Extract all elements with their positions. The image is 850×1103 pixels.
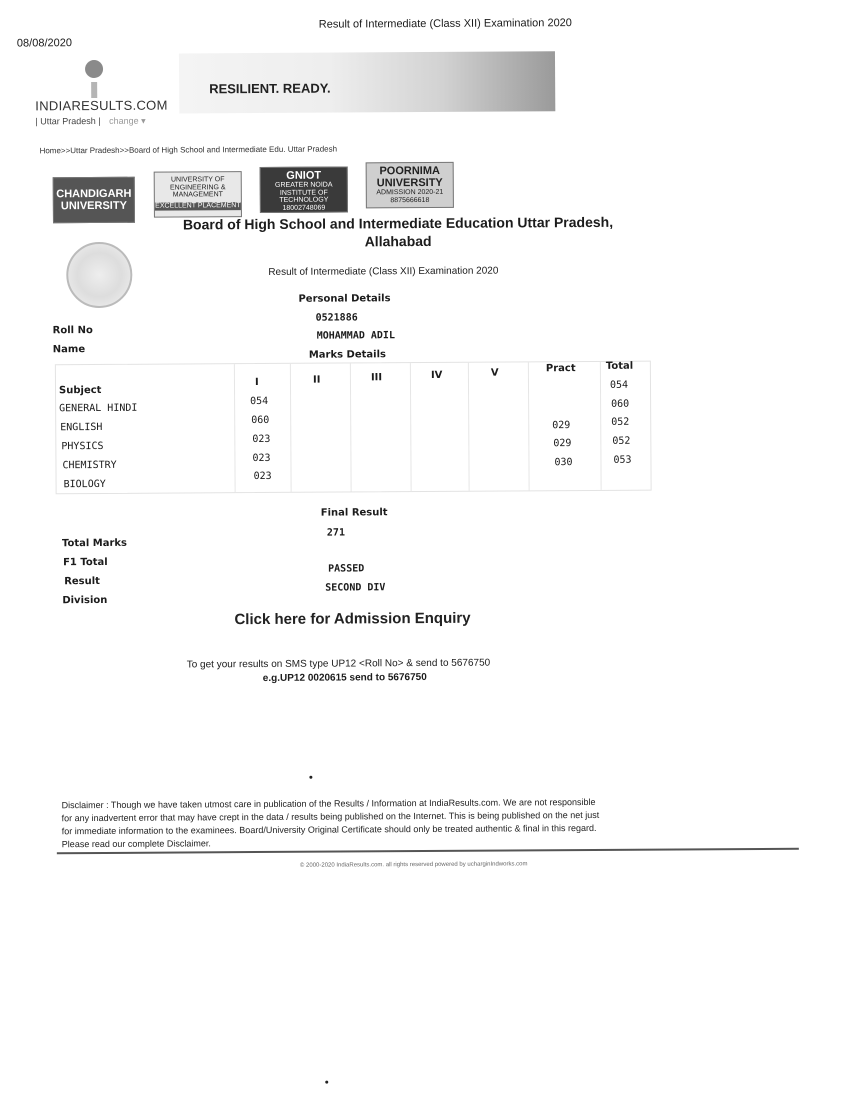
- admission-enquiry-link[interactable]: Click here for Admission Enquiry: [234, 609, 471, 629]
- ad-title: UNIVERSITY OF ENGINEERING & MANAGEMENT: [169, 176, 226, 199]
- subject-cell: CHEMISTRY: [62, 459, 117, 472]
- logo-stem: [91, 82, 97, 98]
- name-label: Name: [52, 344, 86, 356]
- col-header: II: [312, 374, 321, 386]
- f1-total-label: F1 Total: [63, 556, 108, 569]
- mark-cell: 054: [250, 395, 269, 408]
- ad-sub: EXCELLENT PLACEMENT: [155, 202, 241, 210]
- roll-label: Roll No: [52, 325, 93, 337]
- total-marks-label: Total Marks: [61, 537, 128, 550]
- copyright: © 2000-2020 IndiaResults.com. all rights reserved powered by ucharginIndworks.com: [299, 861, 528, 869]
- ad-title: GNIOT: [286, 169, 322, 182]
- mark-cell: 023: [253, 470, 272, 483]
- board-title: Board of High School and Intermediate Education Uttar Pradesh, Allahabad: [182, 213, 614, 250]
- pract-cell: 029: [552, 420, 571, 432]
- subject-cell: GENERAL HINDI: [59, 402, 138, 415]
- result-title: Result of Intermediate (Class XII) Examination 2020: [268, 265, 499, 278]
- roll-value: 0521886: [315, 312, 358, 324]
- ad-poornima[interactable]: [366, 162, 454, 209]
- subject-header: Subject: [58, 384, 102, 397]
- division-label: Division: [62, 594, 108, 607]
- col-header: IV: [430, 369, 443, 381]
- ad-gniot[interactable]: [260, 166, 348, 213]
- pract-cell: 029: [553, 438, 572, 450]
- final-heading: Final Result: [320, 507, 388, 519]
- logo-icon: [85, 60, 103, 78]
- personal-heading: Personal Details: [298, 293, 391, 305]
- mark-cell: 023: [252, 433, 271, 446]
- col-header: Total: [605, 360, 634, 372]
- ad-chandigarh-university[interactable]: [53, 177, 135, 224]
- total-marks-value: 271: [326, 527, 345, 539]
- division-value: SECOND DIV: [325, 582, 386, 594]
- subject-cell: ENGLISH: [60, 421, 103, 434]
- location-label: | Uttar Pradesh |: [35, 115, 101, 127]
- subject-cell: BIOLOGY: [63, 478, 106, 491]
- col-header: I: [254, 377, 259, 389]
- change-link[interactable]: change ▾: [109, 115, 146, 126]
- total-cell: 052: [612, 435, 631, 447]
- result-label: Result: [64, 575, 100, 588]
- ad-phone: 8875666618: [390, 196, 430, 205]
- ad-title: POORNIMA UNIVERSITY: [376, 164, 443, 190]
- board-seal-icon: [66, 242, 132, 308]
- mark-cell: 060: [251, 414, 270, 427]
- total-cell: 052: [611, 416, 630, 428]
- breadcrumb[interactable]: Home>>Uttar Pradesh>>Board of High School and Intermediate Edu. Uttar Pradesh: [39, 144, 338, 156]
- ad-sub: ADMISSION 2020-21: [376, 189, 444, 197]
- col-header: V: [490, 367, 499, 379]
- pract-cell: 030: [554, 457, 573, 469]
- sms-instructions: To get your results on SMS type UP12 <Roll No> & send to 5676750: [186, 657, 491, 671]
- site-logo[interactable]: INDIARESULTS.COM: [35, 97, 168, 114]
- name-value: MOHAMMAD ADIL: [316, 330, 396, 342]
- mark-cell: 023: [252, 452, 271, 465]
- location-selector[interactable]: [35, 116, 145, 128]
- col-header: III: [370, 372, 383, 384]
- ad-sub: GREATER NOIDA INSTITUTE OF TECHNOLOGY: [275, 181, 333, 205]
- ad-uem[interactable]: [154, 171, 242, 218]
- total-cell: 053: [613, 454, 632, 466]
- sms-example: e.g.UP12 0020615 send to 5676750: [262, 671, 427, 684]
- total-cell: 054: [609, 379, 629, 391]
- result-value: PASSED: [328, 563, 365, 575]
- scan-speck: [309, 776, 312, 779]
- ad-title: CHANDIGARH UNIVERSITY: [56, 187, 132, 213]
- print-title: Result of Intermediate (Class XII) Examination 2020: [318, 17, 572, 31]
- print-date: 08/08/2020: [16, 37, 72, 50]
- ad-phone: 18002748069: [282, 204, 326, 213]
- marks-heading: Marks Details: [308, 349, 386, 361]
- scan-speck: [325, 1081, 328, 1084]
- disclaimer: Disclaimer : Though we have taken utmost care in publication of the Results / Information at IndiaResults.com. We are not responsible for any inadvertent error that may have crept in the data / results being published on the Internet. This is being published on the net just for immediate information to the examinees. Board/University Original Certificate should only be treated authentic & final in this regard. Please read our complete Disclaimer.: [61, 796, 600, 850]
- total-cell: 060: [611, 398, 630, 410]
- subject-cell: PHYSICS: [61, 440, 104, 453]
- col-header: Pract: [545, 363, 576, 375]
- banner-text: RESILIENT. READY.: [209, 80, 331, 97]
